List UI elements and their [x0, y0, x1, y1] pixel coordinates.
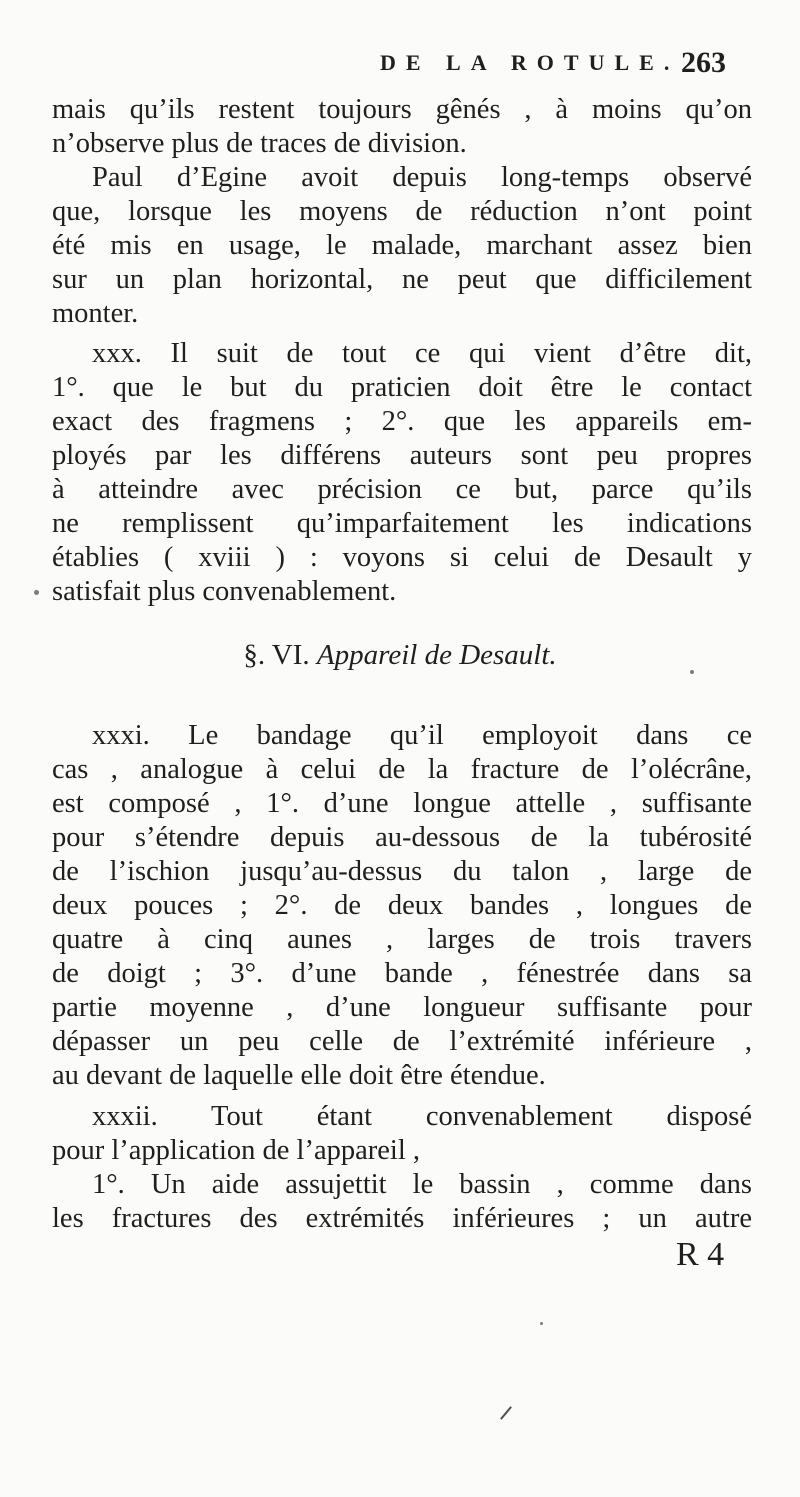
running-title: DE LA ROTULE.: [380, 50, 680, 75]
text-line-19: pour s’étendre depuis au-dessous de la tubérosité: [52, 822, 752, 853]
text-line-25: dépasser un peu celle de l’extrémité inférieure ,: [52, 1026, 752, 1057]
text-line-9: 1°. que le but du praticien doit être le contact: [52, 372, 752, 403]
pencil-mark: [500, 1406, 512, 1420]
text-line-18: est composé , 1°. d’une longue attelle , suffisante: [52, 788, 752, 819]
text-line-28: pour l’application de l’appareil ,: [52, 1135, 420, 1166]
text-line-3: Paul d’Egine avoit depuis long-temps observé: [92, 162, 752, 193]
section-title: Appareil de Desault.: [316, 639, 557, 671]
section-heading: [0, 638, 800, 672]
ink-speck: [690, 670, 694, 674]
text-line-14: établies ( xviii ) : voyons si celui de Desault y: [52, 542, 752, 573]
signature-mark: R 4: [676, 1236, 725, 1273]
text-line-27: xxxii. Tout étant convenablement disposé: [92, 1101, 752, 1132]
text-line-23: de doigt ; 3°. d’une bande , fénestrée dans sa: [52, 958, 752, 989]
text-line-17: cas , analogue à celui de la fracture de l’olécrâne,: [52, 754, 752, 785]
text-line-29: 1°. Un aide assujettit le bassin , comme dans: [92, 1169, 752, 1200]
text-line-11: ployés par les différens auteurs sont peu propres: [52, 440, 752, 471]
text-line-24: partie moyenne , d’une longueur suffisante pour: [52, 992, 752, 1023]
text-line-1: mais qu’ils restent toujours gênés , à moins qu’on: [52, 94, 752, 125]
text-line-5: été mis en usage, le malade, marchant assez bien: [52, 230, 752, 261]
text-line-20: de l’ischion jusqu’au-dessus du talon , large de: [52, 856, 752, 887]
text-line-8: xxx. Il suit de tout ce qui vient d’être dit,: [92, 338, 752, 369]
text-line-15: satisfait plus convenablement.: [52, 576, 397, 607]
text-line-30: les fractures des extrémités inférieures ; un autre: [52, 1203, 752, 1234]
text-line-4: que, lorsque les moyens de réduction n’ont point: [52, 196, 752, 227]
running-head: [0, 46, 800, 90]
ink-speck: [34, 590, 39, 595]
text-line-22: quatre à cinq aunes , larges de trois travers: [52, 924, 752, 955]
text-line-26: au devant de laquelle elle doit être étendue.: [52, 1060, 546, 1091]
ink-speck: [540, 1322, 543, 1325]
text-line-12: à atteindre avec précision ce but, parce qu’ils: [52, 474, 752, 505]
text-line-21: deux pouces ; 2°. de deux bandes , longues de: [52, 890, 752, 921]
text-line-16: xxxi. Le bandage qu’il employoit dans ce: [92, 720, 752, 751]
text-line-2: n’observe plus de traces de division.: [52, 128, 467, 159]
text-line-13: ne remplissent qu’imparfaitement les indications: [52, 508, 752, 539]
page-number: 263: [681, 46, 726, 79]
text-line-7: monter.: [52, 298, 139, 329]
section-number: §. VI.: [243, 639, 310, 671]
text-line-10: exact des fragmens ; 2°. que les appareils em-: [52, 406, 752, 437]
text-line-6: sur un plan horizontal, ne peut que difficilement: [52, 264, 752, 295]
